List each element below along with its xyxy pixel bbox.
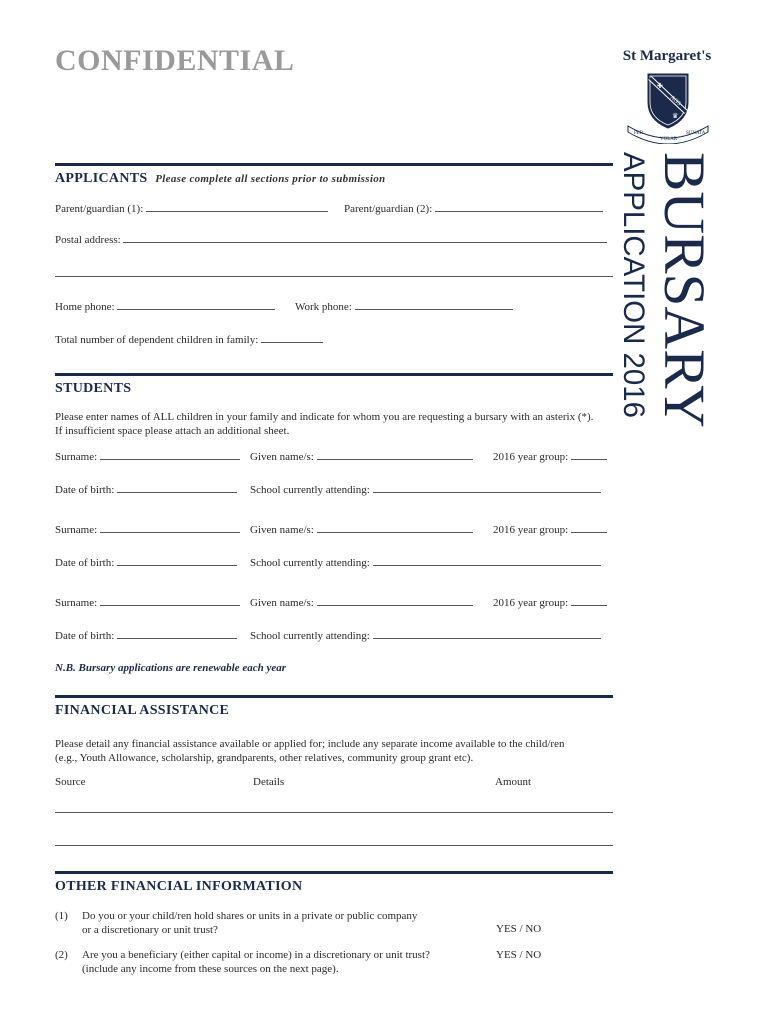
student-3-school-field [250, 629, 601, 642]
applicants-title: APPLICANTS [55, 171, 148, 186]
postal-input-line-2[interactable] [55, 276, 613, 277]
school-label: School currently attending: [250, 557, 370, 569]
confidential-heading: CONFIDENTIAL [55, 44, 295, 77]
vertical-title [618, 152, 718, 432]
dob-label: Date of birth: [55, 484, 115, 496]
dependents-field [55, 333, 323, 346]
student-3-surname-field [55, 596, 240, 609]
svg-text:✚: ✚ [657, 82, 663, 90]
postal-input[interactable] [123, 233, 607, 243]
student-2-given-field [250, 523, 473, 536]
student-2-given-input[interactable] [317, 523, 473, 533]
student-1-given-input[interactable] [317, 450, 473, 460]
students-intro-line-1: Please enter names of ALL children in your family and indicate for whom you are requesting a bursary with an asterix (*). [55, 411, 594, 423]
given-label: Given name/s: [250, 524, 314, 536]
q2-yes-no[interactable]: YES / NO [496, 949, 542, 961]
work-phone-field [295, 300, 513, 313]
parent1-field [55, 202, 328, 215]
student-1-year-field [493, 450, 607, 463]
home-phone-label: Home phone: [55, 301, 115, 313]
applicants-subtitle: Please complete all sections prior to submission [155, 173, 386, 185]
svg-text:♛: ♛ [672, 112, 679, 120]
renewal-note: N.B. Bursary applications are renewable each year [55, 662, 286, 674]
student-1-given-field [250, 450, 473, 463]
student-1-school-field [250, 483, 601, 496]
student-1-dob-field [55, 483, 237, 496]
q1-line-1: Do you or your child/ren hold shares or units in a private or public company [82, 910, 418, 922]
dependents-input[interactable] [261, 333, 323, 343]
motto-word-2: VOLAR [660, 137, 678, 142]
school-label: School currently attending: [250, 484, 370, 496]
student-2-school-input[interactable] [373, 556, 601, 566]
financial-intro [55, 737, 625, 765]
student-2-surname-field [55, 523, 240, 536]
parent2-field [344, 202, 603, 215]
student-1-dob-input[interactable] [117, 483, 237, 493]
dependents-label: Total number of dependent children in family: [55, 334, 259, 346]
student-2-dob-field [55, 556, 237, 569]
school-name: St Margaret's [622, 48, 712, 64]
col-details: Details [253, 776, 285, 788]
other-title: OTHER FINANCIAL INFORMATION [55, 879, 303, 894]
home-phone-input[interactable] [117, 300, 275, 310]
year-group-label: 2016 year group: [493, 524, 569, 536]
financial-intro-line-2: (e.g., Youth Allowance, scholarship, grandparents, other relatives, community group grant etc). [55, 752, 474, 764]
dob-label: Date of birth: [55, 630, 115, 642]
title-bursary: BURSARY [652, 152, 717, 423]
parent2-input[interactable] [435, 202, 603, 212]
postal-field [55, 233, 607, 246]
surname-label: Surname: [55, 597, 98, 609]
section-rule [55, 163, 613, 166]
student-1-school-input[interactable] [373, 483, 601, 493]
title-application: APPLICATION 2016 [617, 152, 650, 424]
col-source: Source [55, 776, 86, 788]
year-group-label: 2016 year group: [493, 597, 569, 609]
school-crest-logo [626, 72, 710, 144]
q1-text [82, 909, 482, 937]
student-3-dob-input[interactable] [117, 629, 237, 639]
crest-letters: AGS [668, 94, 682, 108]
parent2-label: Parent/guardian (2): [344, 203, 433, 215]
applicants-heading [55, 171, 385, 187]
student-3-surname-input[interactable] [100, 596, 240, 606]
student-3-given-input[interactable] [317, 596, 473, 606]
student-2-dob-input[interactable] [117, 556, 237, 566]
q2-line-2: (include any income from these sources on the next page). [82, 963, 339, 975]
financial-input-line-2[interactable] [55, 845, 613, 846]
parent1-input[interactable] [146, 202, 328, 212]
surname-label: Surname: [55, 524, 98, 536]
student-3-year-field [493, 596, 607, 609]
surname-label: Surname: [55, 451, 98, 463]
student-3-school-input[interactable] [373, 629, 601, 639]
q2-number: (2) [55, 949, 68, 961]
motto-word-1: PER [634, 131, 644, 136]
section-rule [55, 871, 613, 874]
student-2-surname-input[interactable] [100, 523, 240, 533]
given-label: Given name/s: [250, 597, 314, 609]
student-1-surname-field [55, 450, 240, 463]
col-amount: Amount [495, 776, 532, 788]
student-3-year-input[interactable] [571, 596, 607, 606]
given-label: Given name/s: [250, 451, 314, 463]
postal-label: Postal address: [55, 234, 121, 246]
q1-yes-no[interactable]: YES / NO [496, 923, 542, 935]
student-1-year-input[interactable] [571, 450, 607, 460]
motto-word-3: SUNATA [686, 131, 706, 136]
parent1-label: Parent/guardian (1): [55, 203, 144, 215]
q1-line-2: or a discretionary or unit trust? [82, 924, 218, 936]
home-phone-field [55, 300, 275, 313]
student-3-dob-field [55, 629, 237, 642]
work-phone-input[interactable] [355, 300, 513, 310]
students-intro [55, 410, 625, 438]
student-2-school-field [250, 556, 601, 569]
school-label: School currently attending: [250, 630, 370, 642]
q2-line-1: Are you a beneficiary (either capital or income) in a discretionary or unit trust? [82, 949, 430, 961]
students-title: STUDENTS [55, 381, 132, 396]
student-1-surname-input[interactable] [100, 450, 240, 460]
financial-title: FINANCIAL ASSISTANCE [55, 703, 230, 718]
financial-intro-line-1: Please detail any financial assistance available or applied for; include any separate income available to the child/ren [55, 738, 565, 750]
q2-text [82, 948, 482, 976]
section-rule [55, 373, 613, 376]
section-rule [55, 695, 613, 698]
student-2-year-field [493, 523, 607, 536]
work-phone-label: Work phone: [295, 301, 352, 313]
financial-input-line-1[interactable] [55, 812, 613, 813]
q1-number: (1) [55, 910, 68, 922]
student-3-given-field [250, 596, 473, 609]
students-intro-line-2: If insufficient space please attach an additional sheet. [55, 425, 290, 437]
year-group-label: 2016 year group: [493, 451, 569, 463]
dob-label: Date of birth: [55, 557, 115, 569]
student-2-year-input[interactable] [571, 523, 607, 533]
